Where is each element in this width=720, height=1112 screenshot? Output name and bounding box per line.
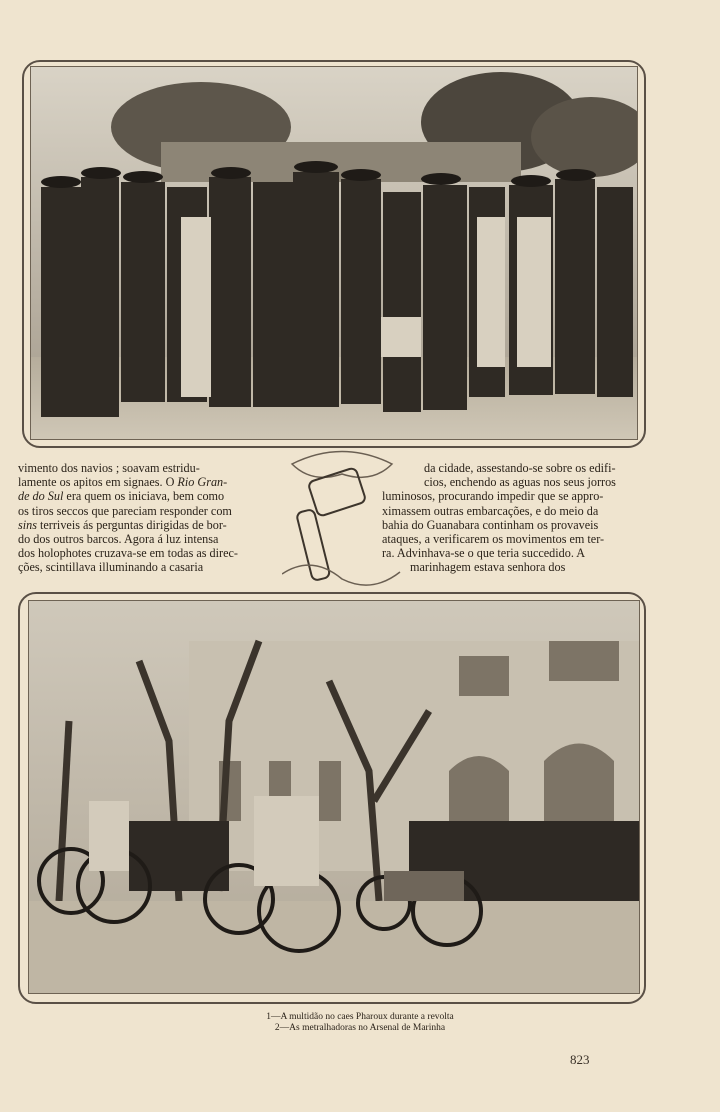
text-fragment: os <box>18 503 29 518</box>
photo-captions <box>180 1012 540 1034</box>
text-line <box>18 504 270 518</box>
article-right-column <box>382 461 644 575</box>
italic-word: sins <box>18 517 37 532</box>
italic-ship-name: Rio Gran- <box>177 475 228 490</box>
text-line: ra. Advinhava-se o que teria succedido. A <box>382 546 586 561</box>
text-line <box>18 518 270 532</box>
text-fragment: era quem os iniciava, bem como <box>66 489 225 504</box>
text-fragment: terriveis ás perguntas dirigidas de bor- <box>40 517 227 532</box>
bottom-photo-frame <box>18 592 646 1004</box>
text-fragment: tiros seccos que pareciam responder com <box>31 503 232 518</box>
text-line: ções, scintillava illuminando a casaria <box>18 560 204 575</box>
text-fragment: lamente os apitos em signaes. O <box>18 475 175 490</box>
italic-ship-name: de do Sul <box>18 489 64 504</box>
text-line <box>18 489 270 503</box>
text-line <box>18 475 270 489</box>
text-line: cios, enchendo as aguas nos seus jorros <box>424 475 616 490</box>
article-left-column <box>18 461 270 575</box>
text-line: do dos outros barcos. Agora á luz intensa <box>18 532 219 547</box>
page-number: 823 <box>570 1052 590 1067</box>
text-line: ataques, a verificarem os movimentos em ter- <box>382 532 605 547</box>
text-line: vimento dos navios ; soavam estridu- <box>18 461 200 475</box>
text-line: dos holophotes cruzava-se em todas as direc- <box>18 546 238 561</box>
text-line: marinhagem estava senhora dos <box>410 560 566 575</box>
text-line: da cidade, assestando-se sobre os edifi- <box>424 461 616 475</box>
top-photo-frame <box>22 60 646 448</box>
text-line: luminosos, procurando impedir que se appro- <box>382 489 604 504</box>
caption-1: 1—A multidão no caes Pharoux durante a revolta <box>266 1012 454 1022</box>
text-line: bahia do Guanabara continham os provaveis <box>382 517 599 532</box>
text-line: ximassem outras embarcações, e do meio da <box>382 503 599 518</box>
caption-2: 2—As metralhadoras no Arsenal de Marinha <box>274 1023 446 1033</box>
